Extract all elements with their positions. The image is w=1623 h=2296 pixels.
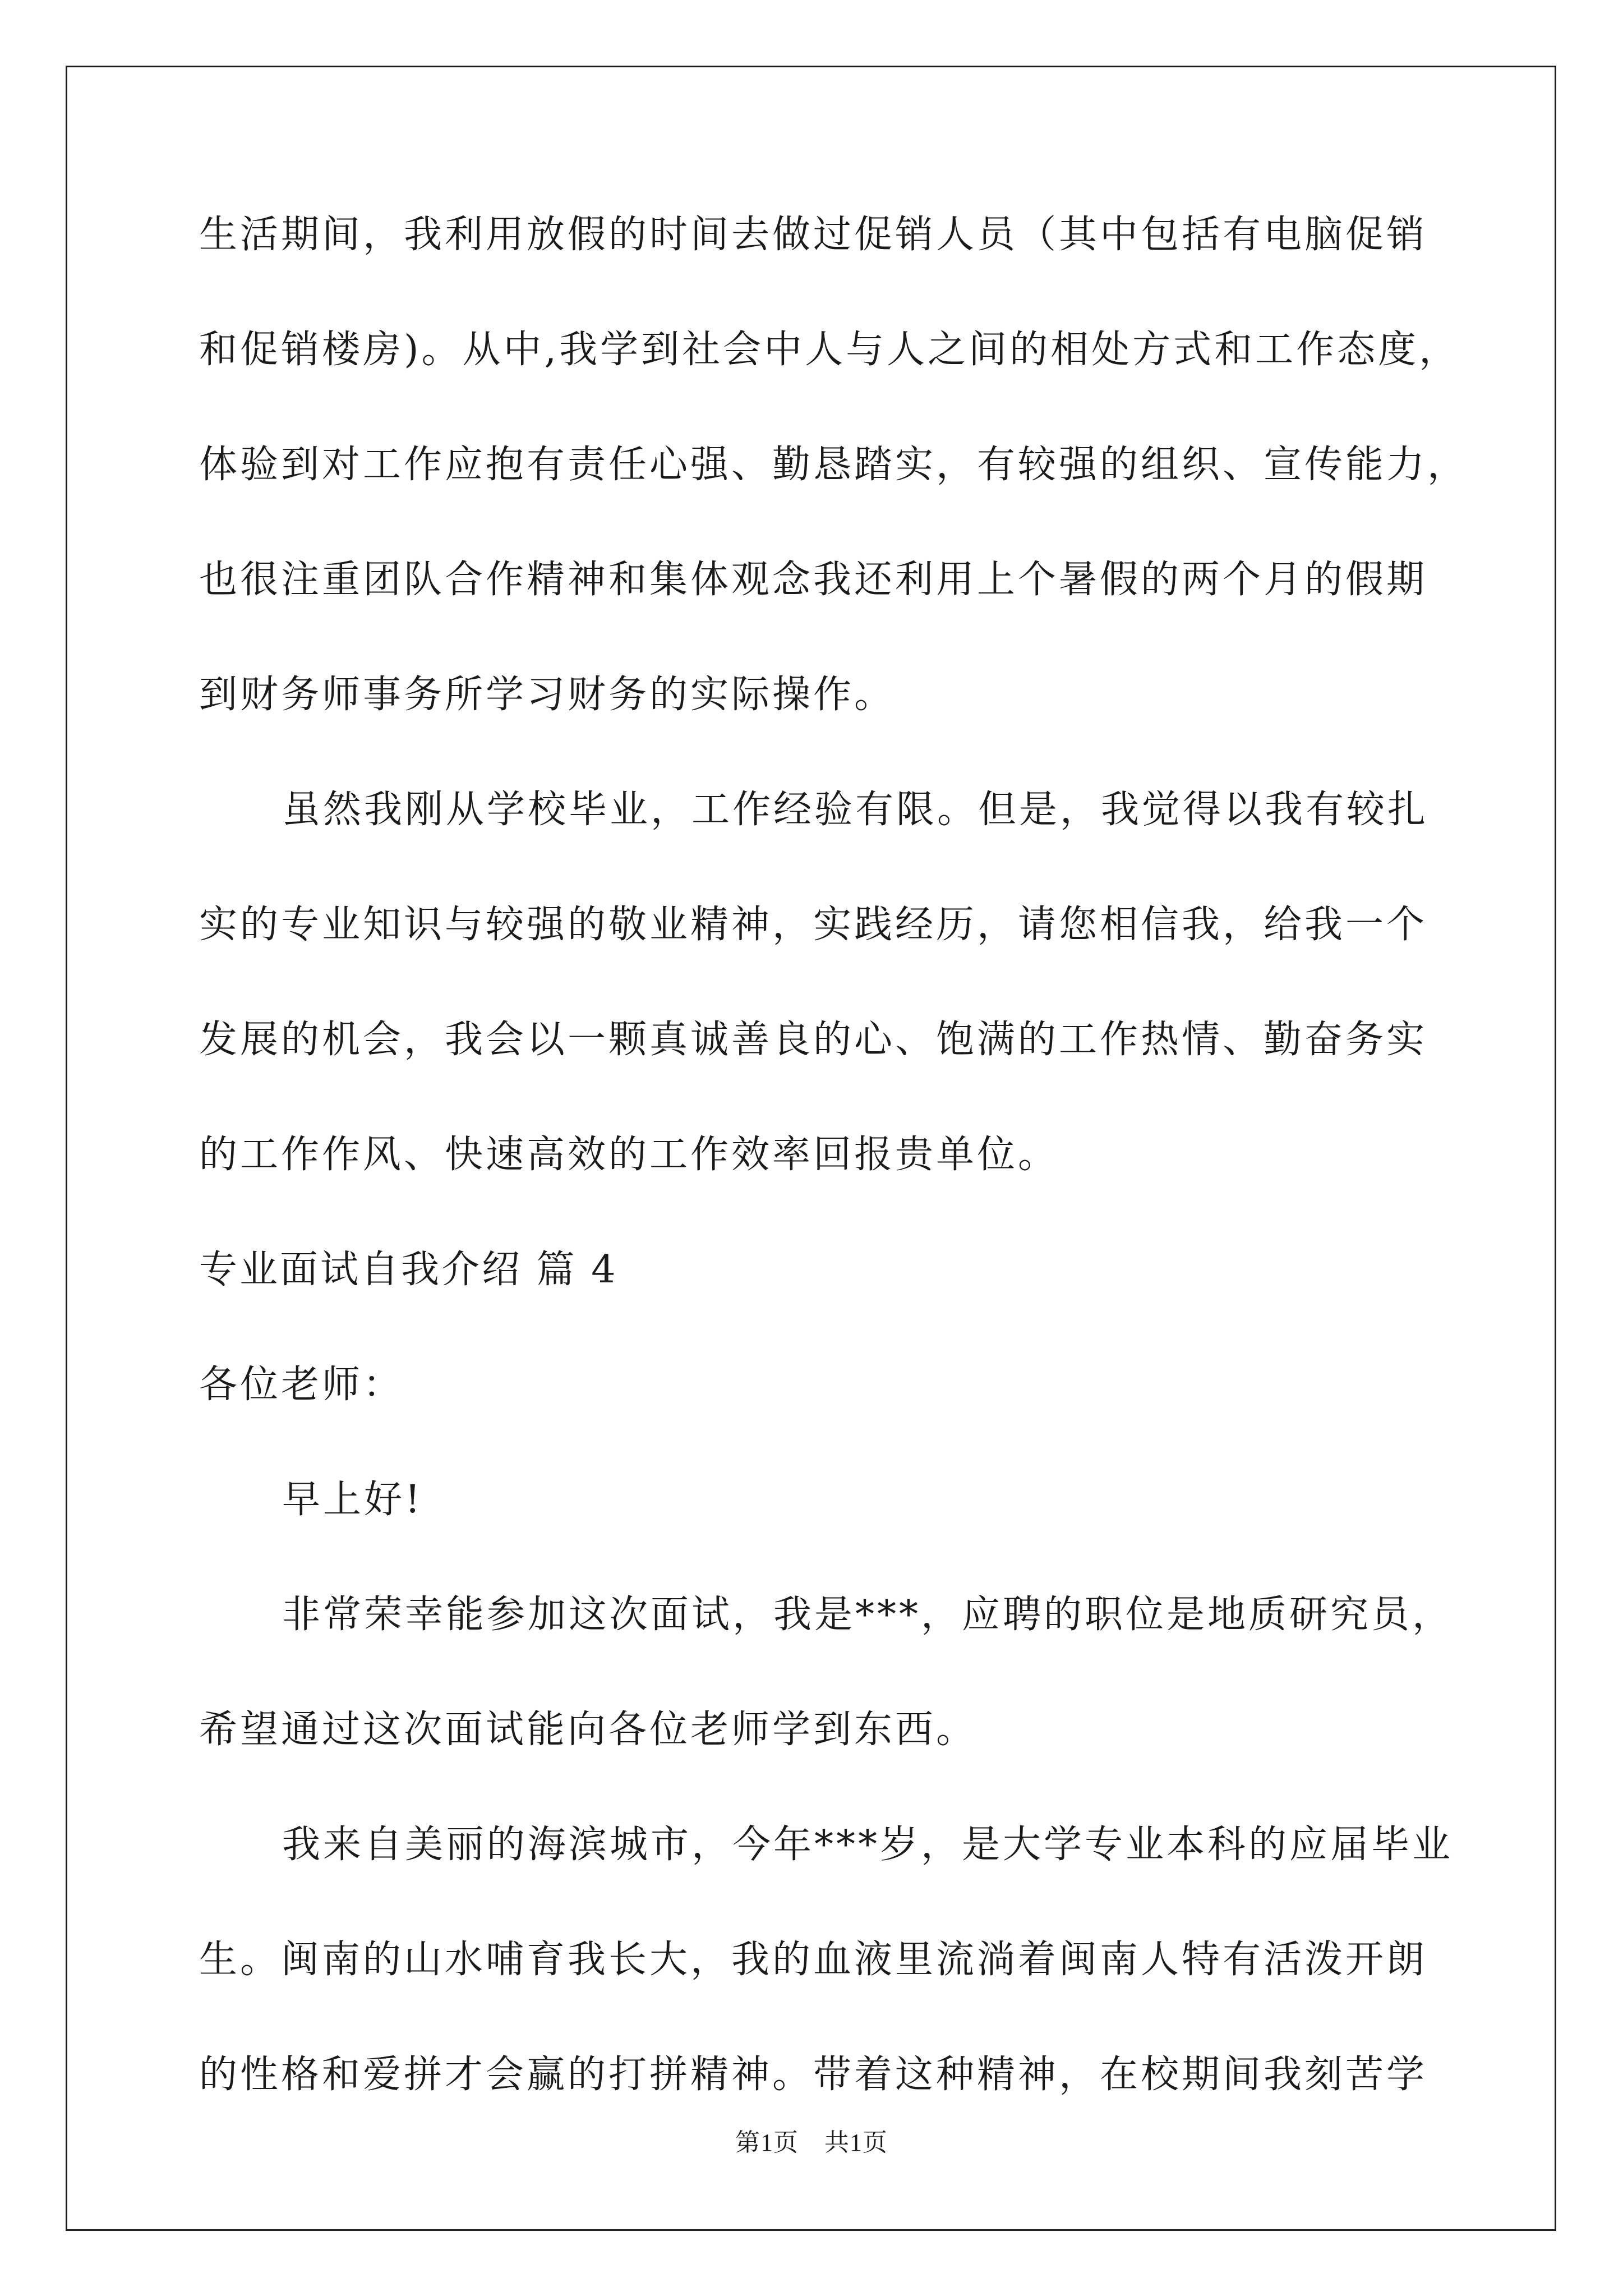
section-heading: 专业面试自我介绍 篇 4: [199, 1248, 618, 1292]
paragraph-start-line: 非常荣幸能参加这次面试，我是***，应聘的职位是地质研究员，: [282, 1593, 1454, 1637]
text-line: 发展的机会，我会以一颗真诚善良的心、饱满的工作热情、勤奋务实: [199, 1018, 1428, 1062]
text-line: 体验到对工作应抱有责任心强、勤恳踏实，有较强的组织、宣传能力，: [199, 443, 1469, 487]
paragraph-start-line: 我来自美丽的海滨城市，今年***岁，是大学专业本科的应届毕业: [282, 1823, 1454, 1867]
text-line: 生活期间，我利用放假的时间去做过促销人员（其中包括有电脑促销: [199, 213, 1428, 257]
paragraph-start-line: 虽然我刚从学校毕业，工作经验有限。但是，我觉得以我有较扎: [282, 788, 1429, 832]
text-line: 也很注重团队合作精神和集体观念我还利用上个暑假的两个月的假期: [199, 558, 1428, 602]
text-line: 实的专业知识与较强的敬业精神，实践经历，请您相信我，给我一个: [199, 903, 1428, 947]
text-line: 的工作作风、快速高效的工作效率回报贵单位。: [199, 1133, 1059, 1177]
salutation: 各位老师：: [199, 1363, 404, 1407]
greeting: 早上好!: [282, 1478, 423, 1522]
page-footer: [0, 2129, 1623, 2157]
page-total: 共1页: [824, 2129, 888, 2156]
text-line: 的性格和爱拼才会赢的打拼精神。带着这种精神，在校期间我刻苦学: [199, 2053, 1428, 2097]
text-line: 到财务师事务所学习财务的实际操作。: [199, 673, 896, 717]
text-line: 希望通过这次面试能向各位老师学到东西。: [199, 1708, 978, 1752]
document-body: [199, 213, 1469, 2170]
text-line: 和促销楼房)。从中,我学到社会中人与人之间的相处方式和工作态度，: [199, 328, 1460, 372]
text-line: 生。闽南的山水哺育我长大，我的血液里流淌着闽南人特有活泼开朗: [199, 1938, 1428, 1982]
page-number: 第1页: [735, 2129, 799, 2156]
